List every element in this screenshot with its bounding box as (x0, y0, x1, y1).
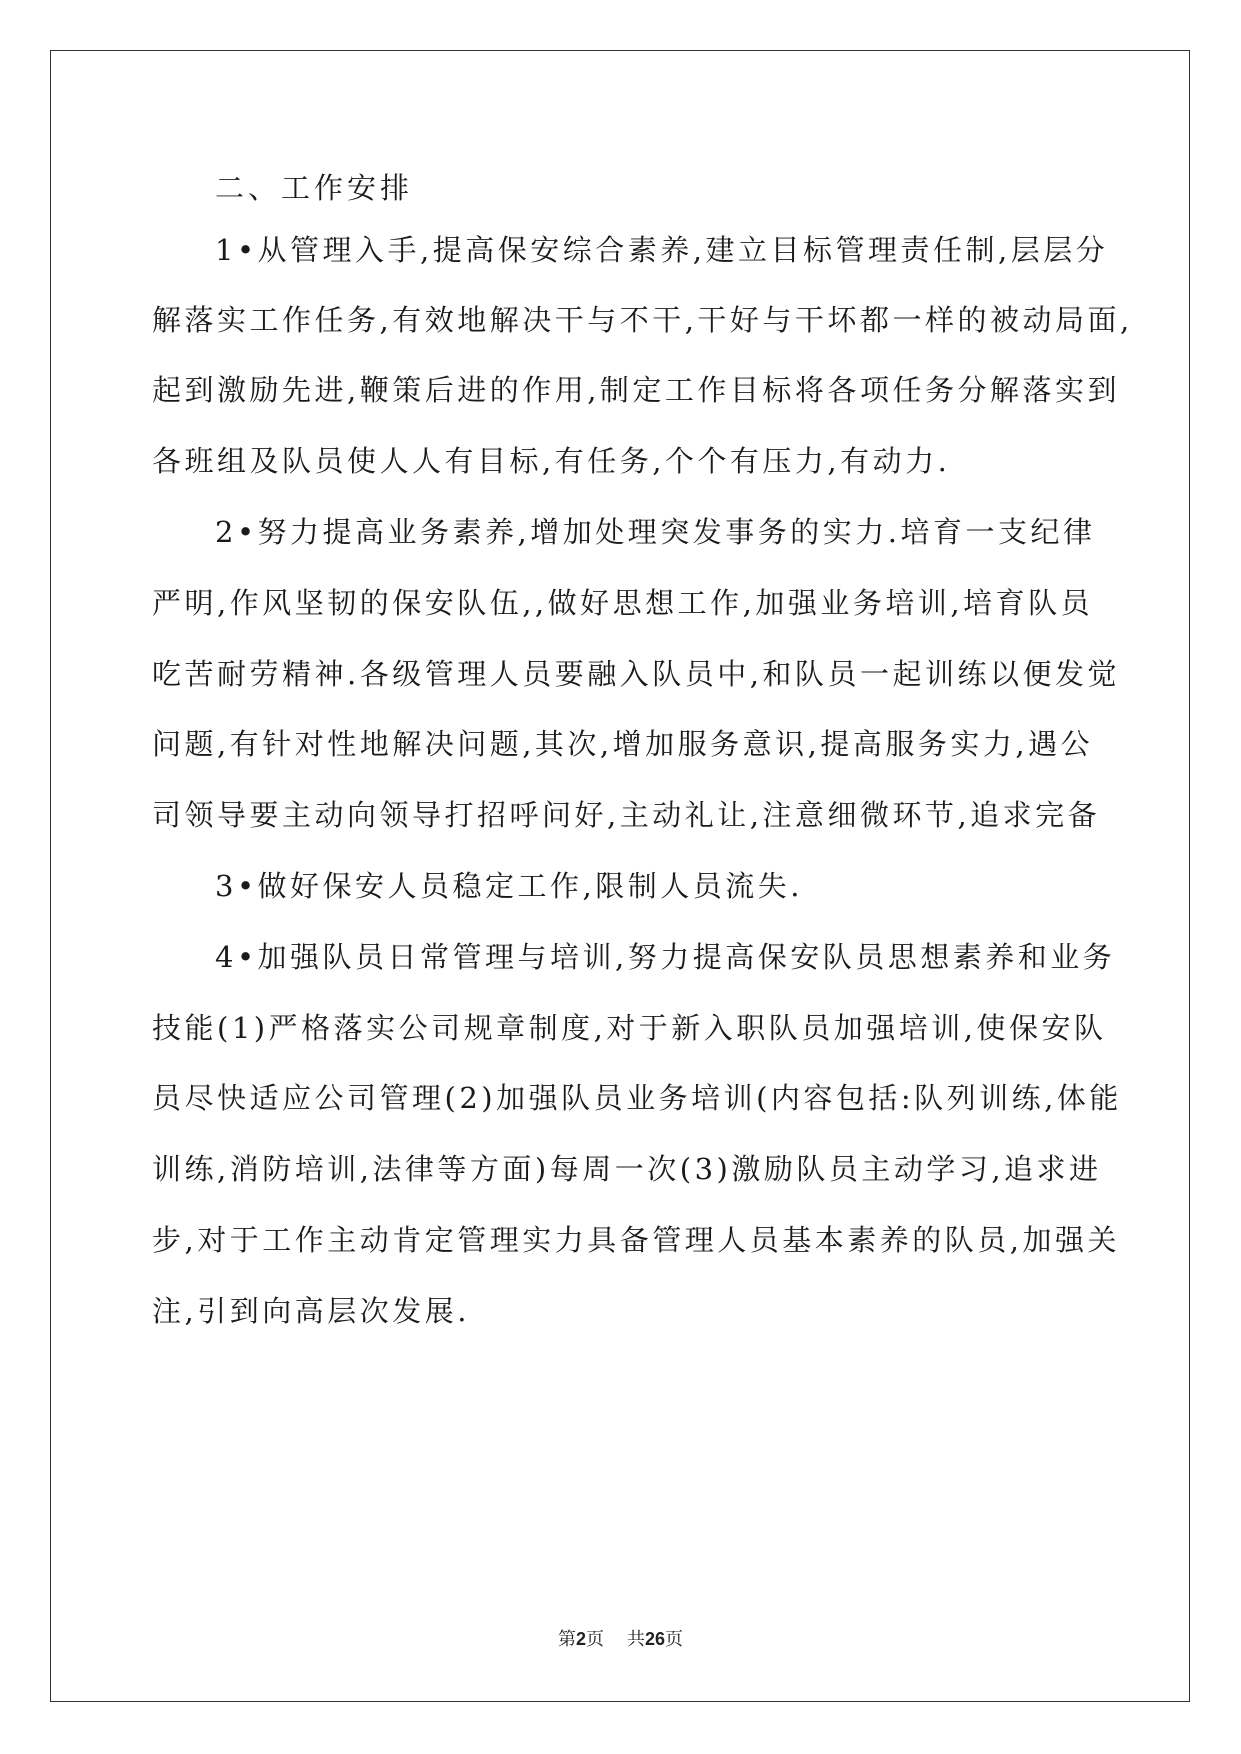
footer-total-pages: 26 (644, 1629, 665, 1649)
page-footer (0, 1625, 1241, 1651)
paragraph-4-line-4: 训练,消防培训,法律等方面)每周一次(3)激励队员主动学习,追求进 (152, 1152, 1102, 1186)
paragraph-2-line-5: 司领导要主动向领导打招呼问好,主动礼让,注意细微环节,追求完备 (152, 798, 1101, 832)
paragraph-3-line-1: 3•做好保安人员稳定工作,限制人员流失. (215, 869, 803, 903)
paragraph-2-line-4: 问题,有针对性地解决问题,其次,增加服务意识,提高服务实力,遇公 (152, 727, 1094, 761)
footer-current-page: 2 (576, 1629, 587, 1649)
paragraph-1-line-2: 解落实工作任务,有效地解决干与不干,干好与干坏都一样的被动局面, (152, 303, 1133, 337)
paragraph-4-line-3: 员尽快适应公司管理(2)加强队员业务培训(内容包括:队列训练,体能 (152, 1081, 1122, 1115)
paragraph-4-line-5: 步,对于工作主动肯定管理实力具备管理人员基本素养的队员,加强关 (152, 1223, 1120, 1257)
paragraph-1-line-3: 起到激励先进,鞭策后进的作用,制定工作目标将各项任务分解落实到 (152, 373, 1120, 407)
footer-page-word: 页 (586, 1629, 605, 1650)
paragraph-4-line-2: 技能(1)严格落实公司规章制度,对于新入职队员加强培训,使保安队 (152, 1011, 1107, 1045)
footer-prefix: 第 (558, 1629, 577, 1650)
footer-total-prefix: 共 (626, 1629, 645, 1650)
paragraph-1-line-4: 各班组及队员使人人有目标,有任务,个个有压力,有动力. (152, 444, 951, 478)
footer-total-suffix: 页 (664, 1629, 683, 1650)
paragraph-4-line-1: 4•加强队员日常管理与培训,努力提高保安队员思想素养和业务 (215, 940, 1116, 974)
section-heading: 二、工作安排 (215, 171, 414, 205)
paragraph-2-line-2: 严明,作风坚韧的保安队伍,,做好思想工作,加强业务培训,培育队员 (152, 586, 1094, 620)
paragraph-1-line-1: 1•从管理入手,提高保安综合素养,建立目标管理责任制,层层分 (215, 233, 1109, 267)
paragraph-2-line-3: 吃苦耐劳精神.各级管理人员要融入队员中,和队员一起训练以便发觉 (152, 657, 1120, 691)
paragraph-4-line-6: 注,引到向高层次发展. (152, 1294, 470, 1328)
paragraph-2-line-1: 2•努力提高业务素养,增加处理突发事务的实力.培育一支纪律 (215, 515, 1096, 549)
